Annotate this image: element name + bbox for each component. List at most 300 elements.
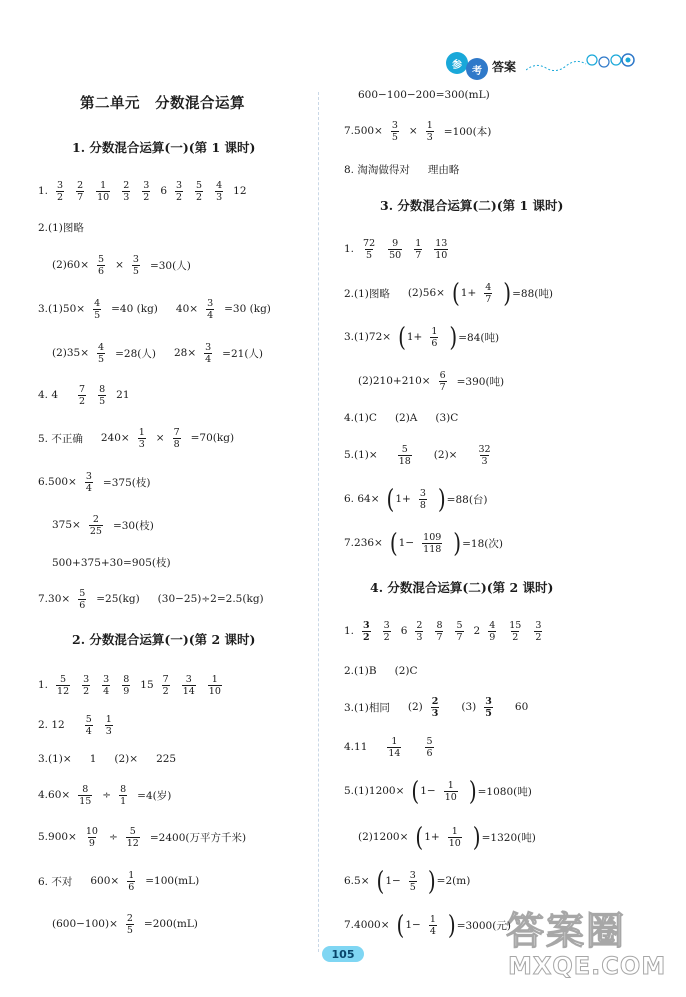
answer-text: (2)×: [114, 753, 139, 765]
parenthesis: ): [437, 483, 446, 515]
answer-line: [38, 818, 252, 856]
fraction-denominator: 10: [435, 249, 448, 261]
fraction: [93, 298, 101, 321]
fraction-denominator: 6: [431, 337, 438, 349]
page-number: 105: [322, 946, 364, 962]
section-3-title: 3. 分数混合运算(二)(第 1 课时): [380, 198, 564, 213]
fraction: [132, 254, 140, 277]
fraction-numerator: 4: [94, 297, 101, 309]
fraction-numerator: 2: [123, 179, 130, 191]
answer-text: =30(枝): [112, 519, 154, 532]
answer-line: [344, 652, 424, 690]
answer-line: [38, 290, 277, 328]
fraction-numerator: 3: [132, 253, 139, 265]
section-1-title: 1. 分数混合运算(一)(第 1 课时): [72, 140, 256, 155]
answer-line: [344, 772, 538, 810]
fraction-numerator: 1: [100, 179, 107, 191]
fraction-numerator: 1: [429, 913, 436, 925]
fraction: [204, 342, 212, 365]
fraction: [488, 620, 496, 643]
fraction-denominator: 4: [429, 925, 436, 937]
fraction-numerator: 1: [426, 119, 433, 131]
answer-text: (2)1200×: [358, 831, 409, 843]
answer-text: =28(人): [115, 347, 156, 360]
fraction-denominator: 118: [423, 543, 442, 555]
answer-text: 1−: [398, 537, 415, 549]
fraction-denominator: 14: [182, 685, 195, 697]
fraction: [127, 870, 135, 893]
answer-text: =4(岁): [137, 789, 172, 802]
answer-text: 6.500×: [38, 476, 77, 488]
fraction: [431, 696, 440, 719]
fraction-numerator: 3: [143, 179, 150, 191]
answer-text: 7.500×: [344, 125, 383, 137]
fraction-denominator: 3: [216, 191, 223, 203]
answer-text: 6. 64×: [344, 493, 380, 505]
answer-line: [38, 666, 232, 704]
answer-line: [38, 776, 177, 814]
answer-text: (2)A: [394, 412, 418, 424]
fraction: [455, 620, 463, 643]
fraction: [430, 326, 438, 349]
fraction-denominator: 4: [103, 685, 110, 697]
fraction: [102, 674, 110, 697]
fraction: [126, 913, 134, 936]
fraction: [484, 282, 492, 305]
fraction-denominator: 5: [98, 353, 105, 365]
fraction: [182, 674, 196, 697]
answer-text: 12: [233, 185, 247, 197]
answer-text: =200(mL): [143, 918, 198, 930]
answer-line: [344, 274, 559, 312]
fraction-denominator: 4: [85, 482, 92, 494]
fraction: [82, 674, 90, 697]
fraction-numerator: 7: [173, 426, 180, 438]
fraction: [435, 620, 443, 643]
answer-text: =1080(吨): [477, 785, 532, 798]
answer-line: [52, 506, 160, 544]
fraction-numerator: 5: [129, 825, 136, 837]
fraction-denominator: 18: [398, 455, 411, 467]
fraction: [362, 238, 376, 261]
answer-text: 1.: [38, 679, 49, 691]
fraction-denominator: 5: [409, 881, 416, 893]
fraction: [391, 120, 399, 143]
fraction-denominator: 4: [207, 309, 214, 321]
parenthesis: (: [376, 865, 385, 897]
fraction: [56, 674, 70, 697]
fraction-denominator: 7: [456, 631, 463, 643]
answer-text: 60: [514, 701, 529, 713]
answer-text: 600×: [90, 875, 120, 887]
fraction-numerator: 1: [391, 735, 398, 747]
fraction-denominator: 15: [79, 795, 92, 807]
fraction-numerator: 3: [409, 869, 416, 881]
column-divider: [318, 92, 319, 952]
answer-text: =30(人): [149, 259, 191, 272]
answer-text: (2)210+210×: [358, 375, 431, 387]
answer-text: 6.5×: [344, 875, 370, 887]
fraction-numerator: 5: [60, 673, 67, 685]
fraction: [215, 180, 223, 203]
fraction-denominator: 2: [383, 631, 390, 643]
fraction-numerator: 1: [447, 779, 454, 791]
answer-text: 1.: [38, 185, 49, 197]
answer-line: [344, 524, 509, 562]
fraction: [534, 620, 542, 643]
fraction-numerator: 1: [451, 825, 458, 837]
answer-text: 240×: [100, 432, 130, 444]
watermark-top-text: 答案圈: [506, 909, 627, 953]
badge-label: 答案: [492, 60, 517, 74]
answer-text: =84(吨): [458, 331, 500, 344]
fraction-denominator: 3: [138, 438, 145, 450]
answer-text: (600−100)×: [52, 918, 118, 930]
fraction-denominator: 2: [79, 395, 86, 407]
answer-text: =30 (kg): [224, 303, 271, 315]
answer-line: [52, 543, 177, 581]
answer-text: 6: [160, 185, 167, 197]
fraction-numerator: 10: [85, 825, 98, 837]
parenthesis: (: [451, 277, 460, 309]
answer-text: 3.(1)50×: [38, 303, 86, 315]
answer-text: =18(次): [462, 537, 503, 550]
answer-text: 40×: [175, 303, 199, 315]
fraction-numerator: 3: [85, 470, 92, 482]
fraction: [138, 427, 146, 450]
fraction-numerator: 4: [216, 179, 223, 191]
answer-text: ÷: [108, 831, 118, 843]
answer-text: 6. 不对: [38, 875, 73, 888]
section-2-title: 2. 分数混合运算(一)(第 2 课时): [72, 632, 256, 647]
fraction-numerator: 2: [431, 695, 439, 707]
parenthesis: ): [468, 775, 477, 807]
fraction-denominator: 9: [123, 685, 130, 697]
answer-text: 7.30×: [38, 593, 71, 605]
fraction-denominator: 7: [485, 293, 492, 305]
answer-line: [38, 419, 240, 457]
answer-line: [344, 436, 502, 474]
unit-title: 第二单元 分数混合运算: [80, 95, 245, 112]
answer-text: ÷: [102, 789, 112, 801]
answer-text: 1: [89, 753, 97, 765]
fraction-denominator: 7: [436, 631, 443, 643]
fraction: [175, 180, 183, 203]
answer-text: 1−: [420, 785, 436, 797]
fraction-denominator: 10: [208, 685, 221, 697]
fraction: [56, 180, 64, 203]
answer-text: 1.: [344, 243, 355, 255]
answer-line: [344, 906, 517, 944]
answer-line: [344, 728, 444, 766]
fraction-numerator: 1: [415, 237, 422, 249]
answer-text: =21(人): [222, 347, 264, 360]
parenthesis: ): [427, 865, 436, 897]
answer-text: =100(mL): [145, 875, 200, 887]
fraction-denominator: 12: [57, 685, 70, 697]
fraction-denominator: 25: [89, 525, 102, 537]
fraction-numerator: 3: [103, 673, 110, 685]
fraction-numerator: 3: [363, 619, 370, 631]
answer-line: [344, 150, 465, 188]
fraction-denominator: 8: [173, 438, 180, 450]
fraction-denominator: 2: [162, 685, 169, 697]
fraction-numerator: 3: [419, 487, 426, 499]
fraction: [78, 384, 86, 407]
fraction-numerator: 4: [489, 619, 496, 631]
answer-text: 8. 淘淘做得对: [344, 163, 410, 176]
fraction-denominator: 3: [481, 455, 488, 467]
answer-text: 5.(1)×: [344, 449, 378, 461]
answer-text: (2)60×: [52, 259, 90, 271]
answer-text: (2)56×: [407, 287, 445, 299]
fraction: [388, 238, 402, 261]
answer-text: (2): [407, 701, 423, 713]
fraction-denominator: 2: [363, 631, 370, 643]
answer-text: (30−25)÷2=2.5(kg): [157, 593, 264, 605]
fraction-numerator: 6: [439, 369, 446, 381]
fraction-denominator: 7: [415, 249, 422, 261]
fraction: [419, 488, 427, 511]
fraction: [76, 180, 84, 203]
fraction-denominator: 2: [57, 191, 64, 203]
answer-text: =375(枝): [102, 476, 151, 489]
fraction-denominator: 5: [391, 131, 398, 143]
fraction: [444, 780, 458, 803]
answer-line: [52, 905, 204, 943]
answer-line: [358, 362, 510, 400]
fraction-denominator: 4: [85, 725, 92, 737]
answer-text: =88(吨): [512, 287, 553, 300]
fraction: [96, 180, 110, 203]
answer-text: =390(吨): [456, 375, 505, 388]
answer-text: =88(台): [446, 493, 488, 506]
badge-char-2: 考: [466, 58, 488, 80]
fraction-denominator: 10: [97, 191, 110, 203]
fraction-denominator: 2: [196, 191, 203, 203]
answer-line: [38, 740, 182, 778]
fraction-denominator: 3: [431, 707, 439, 719]
fraction-denominator: 2: [512, 631, 519, 643]
answer-text: 5.(1)1200×: [344, 785, 405, 797]
answer-text: 1+: [406, 331, 423, 343]
answer-text: (3)C: [435, 412, 459, 424]
answer-line: [344, 862, 476, 900]
fraction-numerator: 8: [99, 383, 106, 395]
answer-line: [344, 612, 552, 650]
fraction-denominator: 6: [128, 881, 135, 893]
answer-text: =70(kg): [190, 432, 235, 444]
badge-char-1: 参: [446, 52, 468, 74]
parenthesis: (: [389, 527, 398, 559]
fraction-numerator: 8: [123, 673, 130, 685]
fraction-denominator: 3: [123, 191, 130, 203]
fraction: [425, 736, 433, 759]
fraction: [126, 826, 140, 849]
fraction: [85, 826, 99, 849]
fraction-denominator: 6: [79, 599, 86, 611]
answer-text: 1+: [460, 287, 477, 299]
fraction: [119, 784, 127, 807]
fraction-denominator: 2: [143, 191, 150, 203]
answer-text: 225: [156, 753, 177, 765]
fraction-denominator: 9: [88, 837, 95, 849]
answer-line: [38, 463, 156, 501]
parenthesis: ): [472, 821, 481, 853]
fraction-numerator: 7: [79, 383, 86, 395]
fraction: [206, 298, 214, 321]
fraction: [142, 180, 150, 203]
fraction-numerator: 8: [82, 783, 89, 795]
fraction-numerator: 5: [196, 179, 203, 191]
fraction-numerator: 3: [535, 619, 542, 631]
fraction-numerator: 9: [392, 237, 399, 249]
answer-text: 7.236×: [344, 537, 383, 549]
fraction: [122, 674, 130, 697]
answer-text: 2. 12: [38, 719, 65, 731]
answer-text: 4.(1)C: [344, 412, 377, 424]
fraction-numerator: 3: [176, 179, 183, 191]
fraction: [78, 588, 86, 611]
answer-text: 2.(1)图略: [344, 287, 390, 300]
fraction-denominator: 4: [205, 353, 212, 365]
answer-line: [38, 706, 123, 744]
answer-line: [38, 376, 136, 414]
fraction: [398, 444, 412, 467]
fraction: [439, 370, 447, 393]
answer-text: =25(kg): [96, 593, 140, 605]
answer-line: [52, 246, 197, 284]
answer-text: 5. 不正确: [38, 432, 83, 445]
fraction: [122, 180, 130, 203]
answer-text: =2(m): [436, 875, 471, 887]
answer-text: 理由略: [427, 163, 460, 176]
parenthesis: (: [398, 321, 406, 353]
fraction: [105, 714, 113, 737]
answer-line: [38, 172, 253, 210]
answer-text: =2400(万平方千米): [149, 831, 247, 844]
fraction-numerator: 3: [207, 297, 214, 309]
fraction: [208, 674, 222, 697]
answer-text: 7.4000×: [344, 919, 390, 931]
answer-text: 4. 4: [38, 389, 59, 401]
fraction-denominator: 3: [105, 725, 112, 737]
fraction-denominator: 3: [426, 131, 433, 143]
fraction: [362, 620, 371, 643]
fraction-numerator: 2: [77, 179, 84, 191]
fraction-numerator: 3: [205, 341, 212, 353]
fraction-denominator: 10: [448, 837, 461, 849]
parenthesis: ): [503, 277, 512, 309]
answer-text: 500+375+30=905(枝): [52, 556, 171, 569]
fraction-denominator: 5: [99, 395, 106, 407]
answer-text: 2.(1)图略: [38, 221, 84, 234]
fraction-denominator: 2: [83, 685, 90, 697]
answer-text: 1+: [395, 493, 411, 505]
fraction: [85, 471, 93, 494]
answer-line: [344, 318, 505, 356]
fraction-numerator: 72: [363, 237, 376, 249]
fraction-numerator: 8: [436, 619, 443, 631]
fraction-numerator: 1: [431, 325, 438, 337]
fraction: [426, 120, 434, 143]
answer-line: [344, 112, 497, 150]
answer-text: 3.(1)相同: [344, 701, 390, 714]
parenthesis: (: [396, 909, 405, 941]
fraction-numerator: 1: [128, 869, 135, 881]
fraction: [383, 620, 391, 643]
answer-text: 1+: [424, 831, 440, 843]
answer-line: [358, 818, 542, 856]
answer-line: [38, 208, 90, 246]
fraction-numerator: 32: [478, 443, 491, 455]
fraction: [434, 238, 448, 261]
fraction: [484, 696, 493, 719]
fraction: [429, 914, 437, 937]
fraction-denominator: 3: [416, 631, 423, 643]
answer-text: 4.11: [344, 741, 368, 753]
answer-text: 6: [400, 625, 408, 637]
answer-text: 600−100−200=300(mL): [358, 89, 490, 101]
fraction-numerator: 8: [120, 783, 127, 795]
fraction-numerator: 13: [435, 237, 448, 249]
answer-text: 1−: [405, 919, 421, 931]
fraction: [78, 784, 92, 807]
fraction: [448, 826, 462, 849]
answer-text: =100(本): [443, 125, 492, 138]
fraction-numerator: 5: [401, 443, 408, 455]
answer-text: =1320(吨): [481, 831, 536, 844]
answer-text: ×: [115, 259, 124, 271]
fraction: [162, 674, 170, 697]
fraction-denominator: 2: [176, 191, 183, 203]
fraction: [477, 444, 491, 467]
fraction-denominator: 12: [126, 837, 139, 849]
section-4-title: 4. 分数混合运算(二)(第 2 课时): [370, 580, 554, 595]
answer-line: [358, 76, 496, 114]
fraction: [98, 384, 106, 407]
answer-text: (3): [461, 701, 477, 713]
answer-text: 3.(1)×: [38, 753, 72, 765]
answer-text: 1.: [344, 625, 355, 637]
fraction: [97, 342, 105, 365]
fraction-denominator: 5: [132, 265, 139, 277]
fraction-numerator: 5: [79, 587, 86, 599]
fraction-denominator: 7: [77, 191, 84, 203]
parenthesis: (: [386, 483, 395, 515]
answer-text: 1−: [385, 875, 401, 887]
watermark-bottom-text: MXQE.COM: [508, 952, 667, 980]
fraction: [409, 870, 417, 893]
answer-text: 5.900×: [38, 831, 77, 843]
fraction-denominator: 2: [535, 631, 542, 643]
parenthesis: ): [449, 321, 458, 353]
fraction: [89, 514, 103, 537]
answer-text: ×: [155, 432, 165, 444]
fraction-denominator: 6: [98, 265, 105, 277]
fraction-denominator: 1: [120, 795, 127, 807]
fraction-numerator: 4: [485, 281, 492, 293]
answer-text: 21: [116, 389, 130, 401]
answer-text: 2: [473, 625, 481, 637]
fraction-denominator: 5: [366, 249, 373, 261]
parenthesis: ): [447, 909, 456, 941]
fraction-denominator: 5: [94, 309, 101, 321]
fraction: [85, 714, 93, 737]
fraction-denominator: 8: [419, 499, 426, 511]
fraction-denominator: 7: [439, 381, 446, 393]
fraction: [195, 180, 203, 203]
